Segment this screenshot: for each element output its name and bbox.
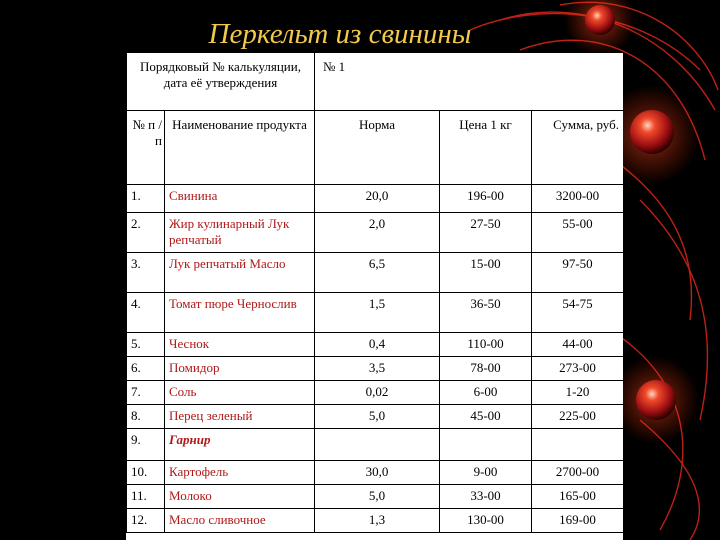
row-sum: 165-00 [532,485,623,509]
row-sum: 225-00 [532,405,623,429]
row-product-name: Картофель [165,461,315,485]
row-index: 10. [127,461,165,485]
row-price: 15-00 [440,253,532,293]
table-row [127,333,624,357]
row-sum: 169-00 [532,509,623,533]
table-row [127,293,624,333]
row-sum: 55-00 [532,213,623,253]
table-row [127,509,624,533]
row-index: 3. [127,253,165,293]
table-row [127,213,624,253]
row-sum: 44-00 [532,333,623,357]
table-row [127,461,624,485]
row-product-name: Соль [165,381,315,405]
col-header-sum: Сумма, руб. [532,111,623,185]
calc-number-label: Порядковый № калькуляции, дата её утверждения [127,53,315,111]
calculation-sheet [126,52,623,540]
table-row [127,381,624,405]
table-row [127,429,624,461]
row-norm: 5,0 [315,405,440,429]
row-product-name: Помидор [165,357,315,381]
row-price: 36-50 [440,293,532,333]
row-sum: 1-20 [532,381,623,405]
row-index: 7. [127,381,165,405]
row-sum: 273-00 [532,357,623,381]
row-product-name: Лук репчатый Масло [165,253,315,293]
row-sum [532,429,623,461]
row-sum: 2700-00 [532,461,623,485]
calc-number-value: № 1 [315,53,623,111]
calc-header-row [127,53,624,111]
row-norm: 20,0 [315,185,440,213]
row-product-name: Гарнир [165,429,315,461]
row-product-name: Перец зеленый [165,405,315,429]
row-index: 11. [127,485,165,509]
row-index: 9. [127,429,165,461]
row-price [440,429,532,461]
row-norm: 3,5 [315,357,440,381]
row-price: 45-00 [440,405,532,429]
row-price: 130-00 [440,509,532,533]
row-norm: 1,5 [315,293,440,333]
row-index: 6. [127,357,165,381]
row-price: 33-00 [440,485,532,509]
row-sum: 54-75 [532,293,623,333]
row-norm: 0,02 [315,381,440,405]
table-row [127,253,624,293]
row-price: 6-00 [440,381,532,405]
col-header-norm: Норма [315,111,440,185]
page-title: Перкельт из свинины [208,18,472,50]
row-price: 27-50 [440,213,532,253]
row-norm: 30,0 [315,461,440,485]
calculation-table [126,52,623,533]
row-norm: 0,4 [315,333,440,357]
table-row [127,405,624,429]
col-header-index: № п / п [127,111,165,185]
row-index: 12. [127,509,165,533]
row-norm: 2,0 [315,213,440,253]
table-row [127,485,624,509]
table-row [127,185,624,213]
row-norm: 5,0 [315,485,440,509]
row-sum: 3200-00 [532,185,623,213]
row-product-name: Томат пюре Чернослив [165,293,315,333]
row-norm: 1,3 [315,509,440,533]
row-product-name: Жир кулинарный Лук репчатый [165,213,315,253]
row-index: 5. [127,333,165,357]
row-price: 78-00 [440,357,532,381]
row-index: 8. [127,405,165,429]
row-price: 196-00 [440,185,532,213]
row-index: 1. [127,185,165,213]
row-norm: 6,5 [315,253,440,293]
row-sum: 97-50 [532,253,623,293]
row-product-name: Чеснок [165,333,315,357]
row-product-name: Масло сливочное [165,509,315,533]
col-header-name: Наименование продукта [165,111,315,185]
column-header-row [127,111,624,185]
row-norm [315,429,440,461]
table-row [127,357,624,381]
row-index: 2. [127,213,165,253]
row-product-name: Молоко [165,485,315,509]
row-index: 4. [127,293,165,333]
row-product-name: Свинина [165,185,315,213]
row-price: 110-00 [440,333,532,357]
row-price: 9-00 [440,461,532,485]
col-header-price: Цена 1 кг [440,111,532,185]
